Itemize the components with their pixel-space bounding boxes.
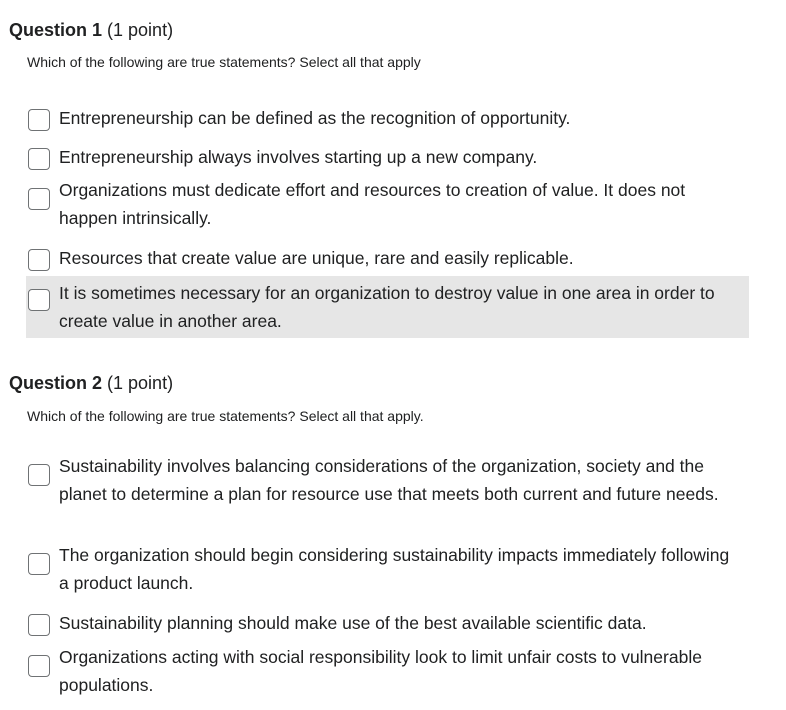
option-checkbox[interactable] — [28, 614, 50, 636]
option-checkbox[interactable] — [28, 249, 50, 271]
option-label[interactable]: Entrepreneurship can be defined as the recognition of opportunity. — [59, 108, 571, 128]
question-number: Question 2 — [9, 373, 103, 393]
option-checkbox[interactable] — [28, 109, 50, 131]
option-label[interactable]: Organizations must dedicate effort and resources to creation of value. It does not happen intrinsically. — [59, 180, 686, 228]
option-label[interactable]: The organization should begin considering sustainability impacts immediately following a product launch. — [59, 545, 730, 593]
question-2-title — [9, 372, 173, 394]
option-label[interactable]: Sustainability involves balancing considerations of the organization, society and the planet to determine a plan for resource use that meets both current and future needs. — [59, 456, 719, 504]
option-label[interactable]: It is sometimes necessary for an organization to destroy value in one area in order to create value in another area. — [59, 283, 715, 331]
option-checkbox[interactable] — [28, 188, 50, 210]
question-points: (1 point) — [107, 373, 174, 393]
option-label[interactable]: Organizations acting with social responsibility look to limit unfair costs to vulnerable populations. — [59, 647, 702, 695]
answer-option[interactable] — [26, 452, 749, 536]
answer-option[interactable] — [26, 643, 749, 699]
question-number: Question 1 — [9, 20, 103, 40]
answer-option[interactable] — [26, 244, 749, 272]
answer-option[interactable] — [26, 143, 749, 171]
question-2-prompt: Which of the following are true statements? Select all that apply. — [27, 408, 424, 424]
option-checkbox[interactable] — [28, 655, 50, 677]
answer-option[interactable] — [26, 176, 749, 232]
option-checkbox[interactable] — [28, 553, 50, 575]
option-checkbox[interactable] — [28, 148, 50, 170]
option-checkbox[interactable] — [28, 464, 50, 486]
answer-option[interactable] — [26, 541, 749, 597]
answer-option[interactable] — [26, 609, 749, 637]
option-checkbox[interactable] — [28, 289, 50, 311]
question-1-prompt: Which of the following are true statements? Select all that apply — [27, 54, 421, 70]
option-label[interactable]: Entrepreneurship always involves starting up a new company. — [59, 147, 538, 167]
answer-option[interactable] — [26, 104, 749, 132]
option-label[interactable]: Sustainability planning should make use of the best available scientific data. — [59, 613, 647, 633]
answer-option-hovered[interactable] — [26, 276, 749, 338]
question-1-title — [9, 19, 173, 41]
question-points: (1 point) — [107, 20, 174, 40]
option-label[interactable]: Resources that create value are unique, rare and easily replicable. — [59, 248, 574, 268]
